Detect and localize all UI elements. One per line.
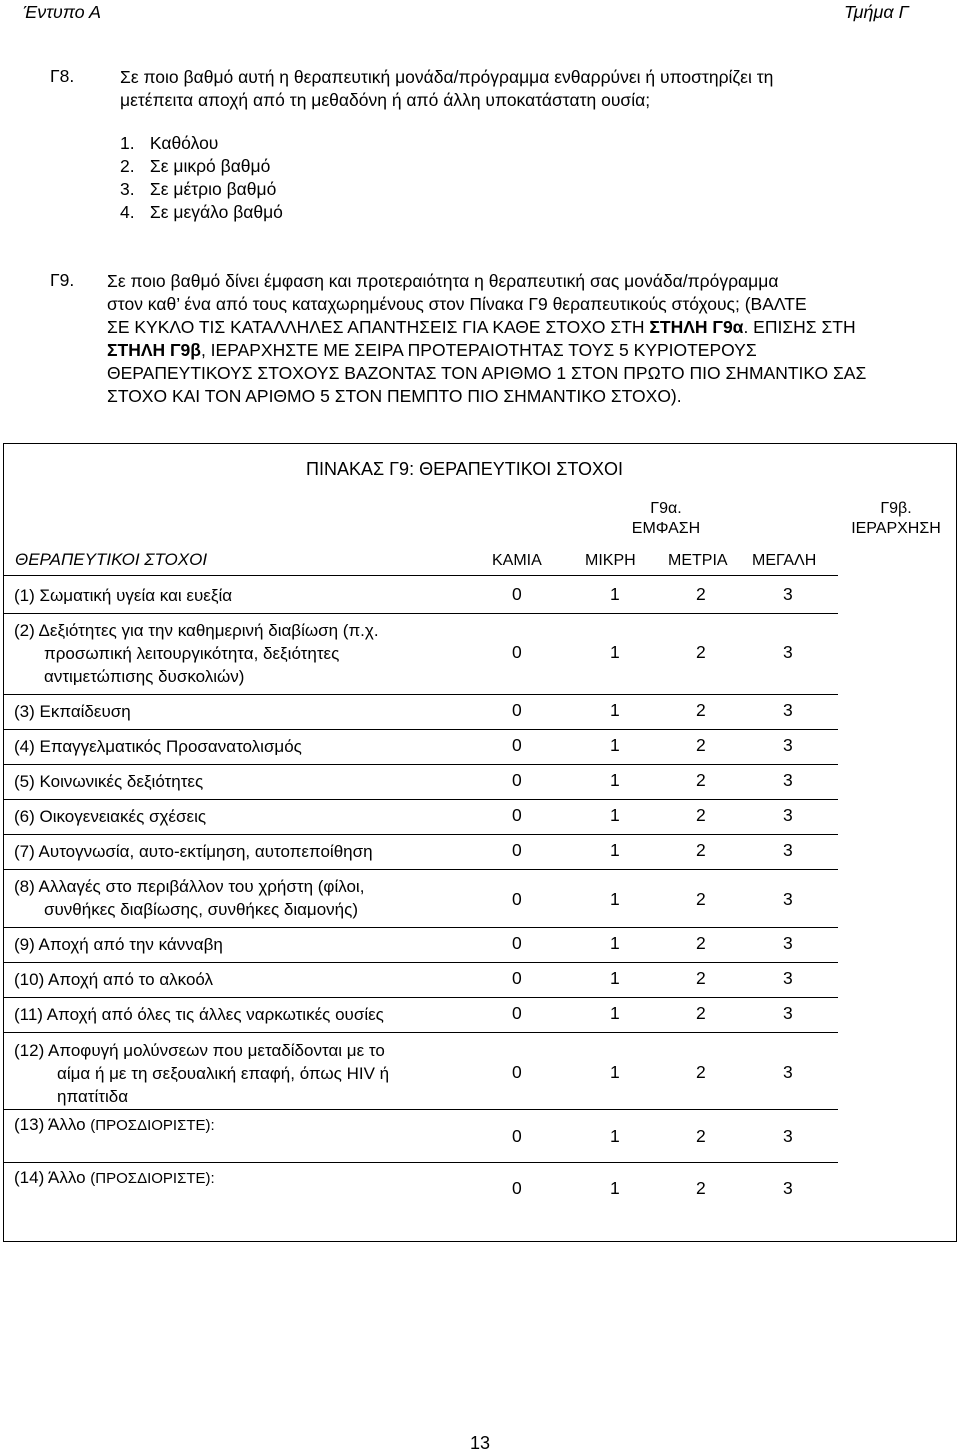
scale-header: ΜΕΤΡΙΑ [668, 552, 728, 569]
scale-value[interactable]: 3 [783, 642, 793, 662]
row-divider [3, 764, 838, 765]
scale-value[interactable]: 3 [783, 889, 793, 909]
scale-value[interactable]: 0 [512, 805, 522, 825]
scale-value[interactable]: 3 [783, 933, 793, 953]
column-header-ranking: Γ9β. ΙΕΡΑΡΧΗΣΗ [851, 500, 941, 537]
goal-label: (1) Σωματική υγεία και ευεξία [14, 586, 233, 605]
goal-label: (4) Επαγγελματικός Προσανατολισμός [14, 737, 302, 756]
scale-header: ΜΕΓΑΛΗ [752, 552, 817, 569]
scale-header: ΚΑΜΙΑ [492, 552, 542, 569]
goal-label: (10) Αποχή από το αλκοόλ [14, 970, 214, 989]
goal-label: (3) Εκπαίδευση [14, 702, 131, 721]
scale-value[interactable]: 1 [610, 770, 620, 790]
goal-label: συνθήκες διαβίωσης, συνθήκες διαμονής) [44, 900, 358, 919]
scale-value[interactable]: 2 [696, 1062, 706, 1082]
goal-label: (8) Αλλαγές στο περιβάλλον του χρήστη (φίλοι, [14, 877, 365, 896]
goal-label-other: (14) Άλλο (ΠΡΟΣΔΙΟΡΙΣΤΕ): [14, 1168, 215, 1187]
scale-value[interactable]: 0 [512, 1062, 522, 1082]
goal-label: (11) Αποχή από όλες τις άλλες ναρκωτικές ουσίες [14, 1005, 384, 1024]
row-divider [3, 927, 838, 928]
goal-label: προσωπική λειτουργικότητα, δεξιότητες [44, 644, 340, 663]
scale-value[interactable]: 3 [783, 1003, 793, 1023]
scale-value[interactable]: 2 [696, 840, 706, 860]
row-divider [3, 997, 838, 998]
goal-label: (7) Αυτογνωσία, αυτο-εκτίμηση, αυτοπεποίθηση [14, 842, 373, 861]
answer-option[interactable]: 3. Σε μέτριο βαθμό [120, 179, 277, 199]
column-header-emphasis: Γ9α. ΕΜΦΑΣΗ [631, 500, 701, 537]
scale-value[interactable]: 1 [610, 889, 620, 909]
scale-value[interactable]: 0 [512, 933, 522, 953]
goal-label: αίμα ή με τη σεξουαλική επαφή, όπως HIV ή [57, 1064, 390, 1083]
question-text-g9-line5: ΘΕΡΑΠΕΥΤΙΚΟΥΣ ΣΤΟΧΟΥΣ ΒΑΖΟΝΤΑΣ ΤΟΝ ΑΡΙΘΜΟ 1 ΣΤΟΝ ΠΡΩΤΟ ΠΙΟ ΣΗΜΑΝΤΙΚΟ ΣΑΣ [107, 363, 867, 383]
row-divider [3, 613, 838, 614]
scale-value[interactable]: 0 [512, 700, 522, 720]
scale-value[interactable]: 2 [696, 805, 706, 825]
scale-value[interactable]: 0 [512, 968, 522, 988]
scale-value[interactable]: 2 [696, 770, 706, 790]
scale-value[interactable]: 2 [696, 889, 706, 909]
row-divider [3, 799, 838, 800]
scale-value[interactable]: 2 [696, 1126, 706, 1146]
goal-label: (5) Κοινωνικές δεξιότητες [14, 772, 204, 791]
row-divider [3, 1032, 838, 1033]
scale-value[interactable]: 0 [512, 735, 522, 755]
scale-value[interactable]: 1 [610, 1178, 620, 1198]
table-title: ΠΙΝΑΚΑΣ Γ9: ΘΕΡΑΠΕΥΤΙΚΟΙ ΣΤΟΧΟΙ [306, 459, 624, 479]
row-divider [3, 694, 838, 695]
answer-option[interactable]: 2. Σε μικρό βαθμό [120, 156, 271, 176]
goal-label: (9) Αποχή από την κάνναβη [14, 935, 223, 954]
scale-value[interactable]: 0 [512, 642, 522, 662]
scale-value[interactable]: 1 [610, 805, 620, 825]
row-divider [3, 729, 838, 730]
scale-value[interactable]: 3 [783, 805, 793, 825]
question-text-g9-line3: ΣΕ ΚΥΚΛΟ ΤΙΣ ΚΑΤΑΛΛΗΛΕΣ ΑΠΑΝΤΗΣΕΙΣ ΓΙΑ ΚΑΘΕ ΣΤΟΧΟ ΣΤΗ ΣΤΗΛΗ Γ9α. ΕΠΙΣΗΣ ΣΤΗ [107, 317, 856, 337]
scale-value[interactable]: 0 [512, 889, 522, 909]
scale-value[interactable]: 2 [696, 1178, 706, 1198]
scale-value[interactable]: 3 [783, 735, 793, 755]
goal-label: (2) Δεξιότητες για την καθημερινή διαβίωση (π.χ. [14, 621, 379, 640]
scale-value[interactable]: 1 [610, 1126, 620, 1146]
scale-value[interactable]: 1 [610, 1062, 620, 1082]
scale-value[interactable]: 3 [783, 1126, 793, 1146]
scale-value[interactable]: 0 [512, 770, 522, 790]
scale-header: ΜΙΚΡΗ [585, 552, 636, 569]
question-text-g8-line2: μετέπειτα αποχή από τη μεθαδόνη ή από άλλη υποκατάστατη ουσία; [120, 90, 651, 110]
scale-value[interactable]: 1 [610, 1003, 620, 1023]
scale-value[interactable]: 0 [512, 840, 522, 860]
goals-column-label: ΘΕΡΑΠΕΥΤΙΚΟΙ ΣΤΟΧΟΙ [15, 550, 208, 569]
scale-value[interactable]: 3 [783, 584, 793, 604]
question-text-g8-line1: Σε ποιο βαθμό αυτή η θεραπευτική μονάδα/πρόγραμμα ενθαρρύνει ή υποστηρίζει τη [120, 67, 774, 87]
scale-value[interactable]: 1 [610, 735, 620, 755]
scale-value[interactable]: 3 [783, 1178, 793, 1198]
scale-value[interactable]: 3 [783, 770, 793, 790]
answer-option[interactable]: 1. Καθόλου [120, 133, 219, 153]
scale-value[interactable]: 1 [610, 968, 620, 988]
row-divider [3, 1162, 838, 1163]
goal-label-other: (13) Άλλο (ΠΡΟΣΔΙΟΡΙΣΤΕ): [14, 1115, 215, 1134]
scale-value[interactable]: 0 [512, 1126, 522, 1146]
question-text-g9-line6: ΣΤΟΧΟ ΚΑΙ ΤΟΝ ΑΡΙΘΜΟ 5 ΣΤΟΝ ΠΕΜΠΤΟ ΠΙΟ ΣΗΜΑΝΤΙΚΟ ΣΤΟΧΟ). [107, 386, 682, 406]
goal-label: (12) Αποφυγή μολύνσεων που μεταδίδονται με το [14, 1041, 385, 1060]
row-divider [3, 962, 838, 963]
scale-value[interactable]: 2 [696, 642, 706, 662]
section-label: Τμήμα Γ [844, 2, 909, 22]
scale-value[interactable]: 2 [696, 735, 706, 755]
row-divider [3, 834, 838, 835]
question-text-g9-line2: στον καθ’ ένα από τους καταχωρημένους στον Πίνακα Γ9 θεραπευτικούς στόχους; (ΒΑΛΤΕ [107, 294, 807, 314]
scale-value[interactable]: 3 [783, 968, 793, 988]
scale-value[interactable]: 1 [610, 700, 620, 720]
page-number: 13 [470, 1433, 491, 1453]
scale-value[interactable]: 1 [610, 642, 620, 662]
question-text-g9-line4: ΣΤΗΛΗ Γ9β, ΙΕΡΑΡΧΗΣΤΕ ΜΕ ΣΕΙΡΑ ΠΡΟΤΕΡΑΙΟΤΗΤΑΣ ΤΟΥΣ 5 ΚΥΡΙΟΤΕΡΟΥΣ [107, 340, 757, 360]
row-divider [3, 1109, 838, 1110]
scale-value[interactable]: 2 [696, 700, 706, 720]
scale-value[interactable]: 0 [512, 1003, 522, 1023]
row-divider [3, 869, 838, 870]
scale-value[interactable]: 2 [696, 584, 706, 604]
scale-value[interactable]: 1 [610, 840, 620, 860]
goal-label: ηπατίτιδα [57, 1087, 129, 1106]
form-label: Έντυπο Α [23, 2, 101, 22]
scale-value[interactable]: 2 [696, 933, 706, 953]
scale-value[interactable]: 2 [696, 968, 706, 988]
question-number-g8: Γ8. [50, 66, 75, 86]
scale-value[interactable]: 2 [696, 1003, 706, 1023]
question-number-g9: Γ9. [50, 270, 75, 290]
row-divider [3, 575, 838, 576]
question-text-g9-line1: Σε ποιο βαθμό δίνει έμφαση και προτεραιότητα η θεραπευτική σας μονάδα/πρόγραμμα [107, 271, 779, 291]
scale-value[interactable]: 1 [610, 584, 620, 604]
goal-label: (6) Οικογενειακές σχέσεις [14, 807, 207, 826]
scale-value[interactable]: 3 [783, 700, 793, 720]
goal-label: αντιμετώπισης δυσκολιών) [44, 667, 245, 686]
scale-value[interactable]: 1 [610, 933, 620, 953]
answer-option[interactable]: 4. Σε μεγάλο βαθμό [120, 202, 283, 222]
scale-value[interactable]: 3 [783, 1062, 793, 1082]
scale-value[interactable]: 0 [512, 584, 522, 604]
scale-value[interactable]: 3 [783, 840, 793, 860]
scale-value[interactable]: 0 [512, 1178, 522, 1198]
